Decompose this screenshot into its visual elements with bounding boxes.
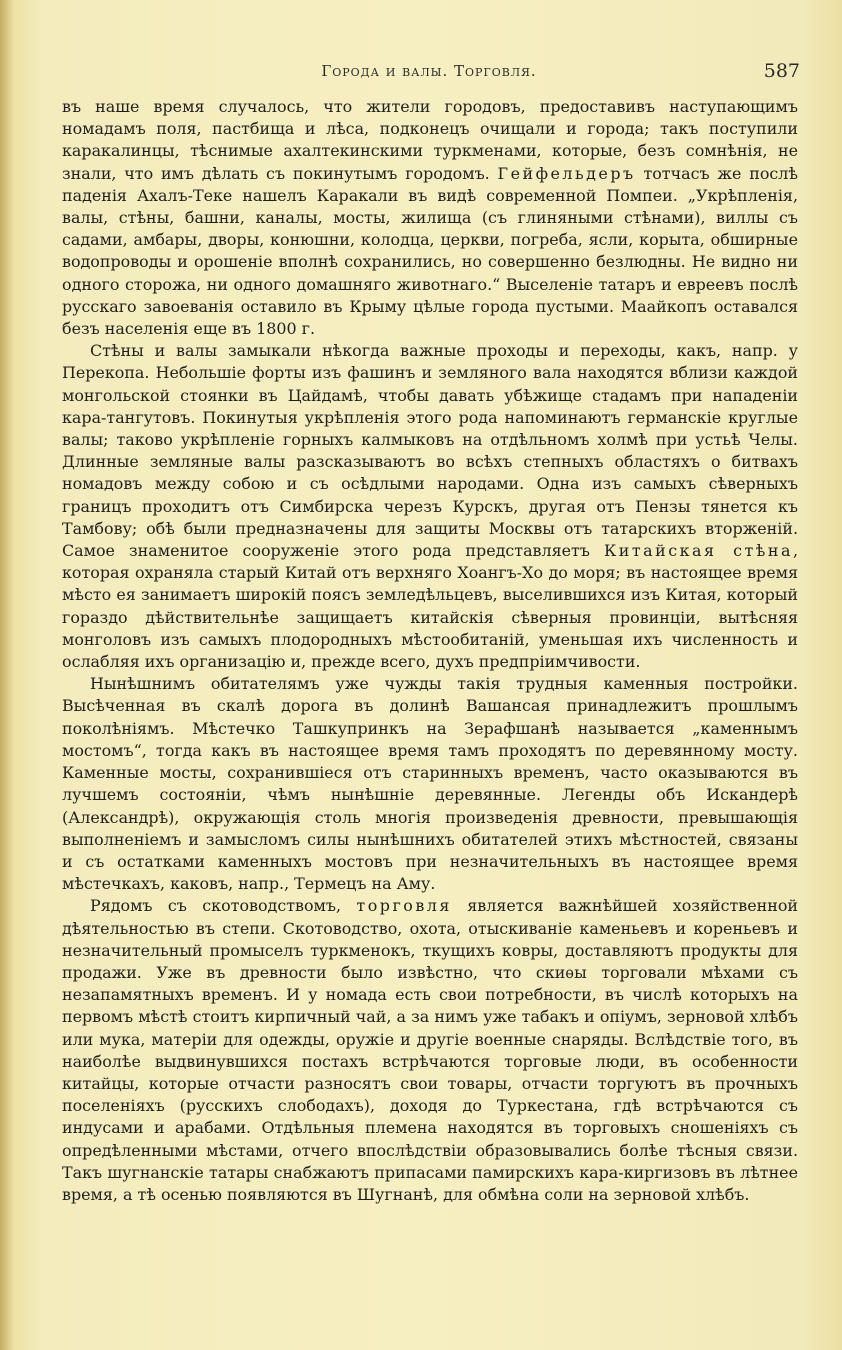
text-run: Стѣны и валы замыкали нѣкогда важные проходы и переходы, какъ, напр. у Перекопа. Небольшіе форты изъ фашинъ и земляного вала находятся вблизи каждой монгольской стоянки въ Цайдамѣ, чтобы давать убѣжище стадамъ при нападеніи кара-тангутовъ. Покинутыя укрѣпленія этого рода напоминаютъ германскіе круглые валы; таково укрѣпленіе горныхъ калмыковъ на отдѣльномъ холмѣ при устьѣ Челы. Длинные земляные валы разсказываютъ во всѣхъ степныхъ областяхъ о битвахъ номадовъ между собою и съ осѣдлыми народами. Одна изъ самыхъ сѣверныхъ границъ проходитъ отъ Симбирска черезъ Курскъ, другая отъ Пензы тянется къ Тамбову; обѣ были предназначены для защиты Москвы отъ татарскихъ вторженій. Самое знаменитое сооруженіе этого рода представляетъ [62, 341, 798, 561]
text-run: , которая охраняла старый Китай отъ верхняго Хоангъ-Хо до моря; въ настоящее время мѣсто ея занимаетъ широкій поясъ земледѣльцевъ, выселившихся изъ Китая, который гораздо дѣйствительнѣе защищаетъ китайскія сѣверныя провинціи, вытѣсняя монголовъ изъ самыхъ плодородныхъ мѣстообитаній, уменьшая ихъ численность и ослабляя ихъ организацію и, прежде всего, духъ предпріимчивости. [62, 541, 798, 672]
emphasized-term: торговля [356, 896, 452, 916]
text-run: Рядомъ съ скотоводствомъ, [90, 896, 357, 916]
paragraph-4 [62, 895, 798, 1206]
running-title: Города и валы. Торговля. [321, 62, 537, 80]
paragraph-1 [62, 96, 798, 340]
page-header [58, 60, 800, 84]
paragraph-3 [62, 673, 798, 895]
text-run: Нынѣшнимъ обитателямъ уже чужды такія трудныя каменныя постройки. Высѣченная въ скалѣ дорога въ долинѣ Вашансая принадлежитъ прошлымъ поколѣніямъ. Мѣстечко Ташкупринкъ на Зерафшанѣ называется „каменнымъ мостомъ“, тогда какъ въ настоящее время тамъ проходятъ по деревянному мосту. Каменные мосты, сохранившіеся отъ старинныхъ временъ, часто оказываются въ лучшемъ состояніи, чѣмъ нынѣшніе деревянные. Легенды объ Искандерѣ (Александрѣ), окружающія столь многія произведенія древности, превышающія выполненіемъ и замысломъ силы нынѣшнихъ обитателей этихъ мѣстностей, связаны и съ остатками каменныхъ мостовъ при незначительныхъ въ настоящее время мѣстечкахъ, каковъ, напр., Термецъ на Аму. [62, 674, 798, 894]
paragraph-2 [62, 340, 798, 673]
emphasized-term: Гейфельдеръ [497, 163, 636, 183]
emphasized-term: Китайская стѣна [603, 541, 793, 561]
text-run: является важнѣйшей хозяйственной дѣятельностью въ степи. Скотоводство, охота, отыскиваніе каменьевъ и кореньевъ и незначительный промыселъ туркменокъ, ткущихъ ковры, доставляютъ продукты для продажи. Уже въ древности было извѣстно, что скиѳы торговали мѣхами съ незапамятныхъ временъ. И у номада есть свои потребности, въ числѣ которыхъ на первомъ мѣстѣ стоитъ кирпичный чай, а за нимъ уже табакъ и опіумъ, зерновой хлѣбъ или мука, матеріи для одежды, оружіе и другіе военные снаряды. Вслѣдствіе того, въ наиболѣе выдвинувшихся постахъ встрѣчаются торговые люди, въ особенности китайцы, которые отчасти разносятъ свои товары, отчасти торгуютъ въ прочныхъ поселеніяхъ (русскихъ слободахъ), доходя до Туркестана, гдѣ встрѣчаются съ индусами и арабами. Отдѣльныя племена находятся въ торговыхъ сношеніяхъ съ опредѣленными мѣстами, отчего впослѣдствіи образовывались болѣе тѣсныя связи. Такъ шугнанскіе татары снабжаютъ припасами памирскихъ кара-киргизовъ въ лѣтнее время, а тѣ осенью появляются въ Шугнанѣ, для обмѣна соли на зерновой хлѣбъ. [62, 896, 798, 1204]
text-run: въ наше время случалось, что жители городовъ, предоставивъ наступающимъ номадамъ поля, пастбища и лѣса, подконецъ очищали и города; такъ поступили каракалинцы, тѣснимые ахалтекинскими туркменами, которые, безъ сомнѣнія, не знали, что имъ дѣлать съ покинутымъ городомъ. [62, 97, 798, 183]
text-run: тотчасъ же послѣ паденія Ахалъ-Теке нашелъ Каракали въ видѣ современной Помпеи. „Укрѣпленія, валы, стѣны, башни, каналы, мосты, жилища (съ глиняными стѣнами), виллы съ садами, амбары, дворы, конюшни, колодца, церкви, погреба, ясли, корыта, обширные водопроводы и орошеніе вполнѣ сохранились, но совершенно безлюдны. Не видно ни одного сторожа, ни одного домашняго животнаго.“ Выселеніе татаръ и евреевъ послѣ русскаго завоеванія оставило въ Крыму цѣлые города пустыми. Маайкопъ оставался безъ населенія еще въ 1800 г. [62, 163, 798, 339]
page-number: 587 [763, 60, 800, 82]
body-text [62, 96, 798, 1206]
page-edge-shadow [0, 0, 14, 1350]
